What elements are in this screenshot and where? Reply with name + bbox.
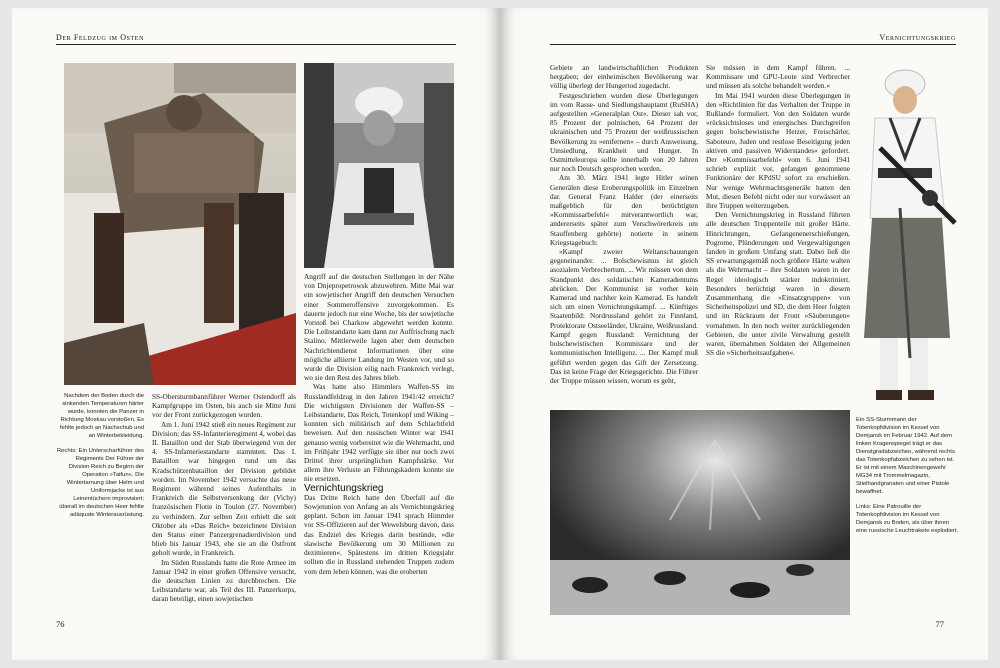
right-col1-para: Gebiete an landwirtschaftlichen Produkten hergaben; der einheimischen Bevölkerung war völlig überlegt der Hungertod zugedacht. bbox=[550, 63, 698, 91]
right-col2-para: Den Vernichtungskrieg in Russland führten alle deutschen Truppenteile mit großer Härte. Hinrichtungen, Gefangenenerschießungen, Pogrome, Plünderungen und Vergewaltigungen fanden in großem Umfang statt. Dabei ließ die SS erwartungsgemäß noch größere Härte walten als die Wehrmacht – ihre Soldaten waren in der Regel ideologisch stärker indoktriniert. Besonders berüchtigt waren in diesem Zusammenhang die »Einsatzgruppen« von Sicherheitspolizei und SD, die dem Heer folgten und im Rückraum der Front »Säuberungen« vornahmen. In den noch weiter zurückliegenden Gebieten, die unter zivile Verwaltung gestellt waren, übernahmen Soldaten der Allgemeinen SS die »Sicherheitsaufgaben«. bbox=[706, 210, 850, 358]
right-col1-para: Festgeschrieben wurden diese Überlegungen im vom Rasse- und Siedlungshauptamt (RuSHA) aufgestellten »Generalplan Ost«. Dieser sah vor, 85 Prozent der polnischen, 64 Prozent der ukrainischen und 75 Prozent der weißrussischen Bevölkerung zu »entfernen« – durch Ausweisung, Umsiedlung, Krankheit und Hunger. In Ostmitteleuropa sollte innerhalb von 20 Jahren nur noch Deutsch gesprochen werden. bbox=[550, 90, 698, 174]
left-page-number: 76 bbox=[56, 619, 65, 629]
section-heading: Vernichtungskrieg bbox=[304, 482, 384, 494]
right-col1-para: Am 30. März 1941 legte Hitler seinen Generälen diese Eroberungspolitik im Einzelnen dar. General Franz Halder (der einerseits maßgeblich für den berüchtigten »Kommissarbefehl« mitverantwortlich war, andererseits später zum Verschwörerkreis um Stauffenberg gehörte) notierte in seinem Kriegstagebuch: bbox=[550, 173, 698, 247]
right-running-head: Vernichtungskrieg bbox=[879, 33, 956, 42]
right-col2-para: Sie müssen in dem Kampf führen. ... Kommissare und GPU-Leute sind Verbrecher und müssen als solche behandelt werden.« bbox=[706, 63, 850, 91]
left-caption-2: Rechts: Ein Unterscharführer des Regiments Der Führer der Division Reich zu Beginn der Operation »Taifun«. Die Wintertarnung über Helm und Uniformjacke ist aus Leinentüchern improvisiert; überall im deutschen Heer fehlte adäquate Winterausrüstung. bbox=[56, 448, 144, 518]
left-col2-para: Angriff auf die deutschen Stellungen in der Nähe von Dnjepropetrowsk abzuwehren. Mitte Mai war ein sowjetischer Angriff den deutschen Versuchen einer Sommeroffensive zuvorgekommen. Es dauerte jedoch nur eine Woche, bis der sowjetische Vorstoß bei Charkow abgewehrt werden konnte. Die Leibstandarte kam dann zur Auffrischung nach Stalino. Mittlerweile lagen aber dem deutschen Nachrichtendienst Informationen über eine mögliche alliierte Landung im Westen vor, und so wurde die Division eilig nach Frankreich verlegt, wo sie den Rest des Jahres blieb. bbox=[304, 272, 454, 383]
tank-in-snow-photo bbox=[64, 63, 296, 385]
patrol-flare-photo bbox=[550, 410, 850, 615]
right-col1-para: »Kampf zweier Weltanschauungen gegeneinander. ... Bolschewismus ist gleich asozialem Verbrechertum. ... Wir müssen von dem Standpunkt des soldatischen Kameradentums abrücken. Der Kommunist ist vorher kein Kamerad und nachher kein Kamerad. Es handelt sich um einen Vernichtungskampf. ... Künftiges Staatenbild: Nordrussland gehört zu Finnland, Protektorate Ostseeländer, Ukraine, Weißrussland. Kampf gegen Russland: Vernichtung der bolschewistischen Kommissare und der kommunistischen Intelligenz. ... Der Kampf muß geführt werden gegen das Gift der Zersetzung. Das ist keine Frage der Kriegsgerichte. Die Führer der Truppe müssen wissen, worum es geht, bbox=[550, 247, 698, 385]
right-col2-para: Im Mai 1941 wurden diese Überlegungen in den »Richtlinien für das Verhalten der Truppe in Rußland« formuliert. Von den Soldaten wurde »rücksichtsloses und energisches Durchgreifen gegen bolschewistische Hetzer, Freischärler, Saboteure, Juden und restlose Beseitigung jeden aktiven und passiven Widerstandes« gefordert. Der »Kommissarbefehl« vom 6. Juni 1941 schrieb explizit vor, gefangen genommene Funktionäre der KPdSU sofort zu erschießen. Nur wenige Wehrmachtsgeneräle hatten den Mut, diesen Befehl nicht oder nur vorwässert an ihre Truppen weiterzugeben. bbox=[706, 90, 850, 211]
right-caption-1: Ein SS-Sturmmann der Totenkopfdivision im Kessel von Demjansk im Februar 1942. Auf dem linken Kragenspiegel trägt er das Dienstgradabzeichen, während rechts das Totenkopfabzeichen zu sehen ist. Er ist mit einem Maschinengewehr MG34 mit Trommelmagazin, Stielhandgranaten und einer Pistole bewaffnet. bbox=[856, 417, 955, 495]
left-page bbox=[12, 8, 500, 660]
left-head-rule bbox=[56, 44, 456, 45]
left-col1-para: Im Süden Russlands hatte die Rote Armee im Januar 1942 in einer großen Offensive versucht, die deutschen Linien zu durchbrechen. Die Leibstandarte war, als Teil des III. Panzerkorps, daran beteiligt, einen sowjetischen bbox=[152, 557, 296, 604]
left-col2-para: Was hatte also Himmlers Waffen-SS im Russlandfeldzug in den Jahren 1941/42 erreicht? Die wichtigsten Divisionen der Waffen-SS – Leibstandarte, Das Reich, Totenkopf und Wiking – konnten sich militärisch auf dem Schlachtfeld beweisen. Auf den russischen Winter war 1941 genauso wenig vorbereitet wie die Wehrmacht, und im Frühjahr 1942 verfügte sie über nur noch zwei Drittel ihrer ursprünglichen Kampfstärke. Vor allem ihre Verluste an Führungskadern konnte sie nie ersetzen. bbox=[304, 382, 454, 484]
left-text-column-2 bbox=[304, 272, 454, 576]
right-page bbox=[500, 8, 988, 660]
soldier-illustration bbox=[850, 58, 960, 408]
right-caption-2: Links: Eine Patrouille der Totenkopfdivision im Kessel von Demjansk zu Boden, als über ihnen eine russische Leuchtrakete explodiert. bbox=[856, 504, 959, 534]
right-captions bbox=[856, 416, 960, 542]
left-running-head: Der Feldzug im Osten bbox=[56, 33, 144, 42]
right-page-number: 77 bbox=[935, 619, 944, 629]
left-caption-1: Nachdem der Boden durch die sinkenden Temperaturen härter wurde, konnten die Panzer in Richtung Moskau vorstoßen. Es fehlte jedoch an Nachschub und an Winterbekleidung. bbox=[59, 393, 144, 439]
right-text-column-1 bbox=[550, 63, 698, 385]
soldier-portrait-photo bbox=[304, 63, 454, 268]
left-col1-para: SS-Obersturmbannführer Werner Ostendorff als Kampfgruppe im Osten, bis auch sie Mitte Juni vor der Front zurückgezogen wurden. bbox=[152, 392, 296, 420]
book-spread bbox=[12, 8, 988, 660]
right-text-column-2 bbox=[706, 63, 850, 358]
left-captions bbox=[56, 392, 144, 526]
right-head-rule bbox=[550, 44, 956, 45]
left-col1-para: Am 1. Juni 1942 stieß ein neues Regiment zur Division; das SS-Infanterieregiment 4, wobei das II. Bataillon und der Stab überwiegend von der 4. SS-Infanteriestandarte stammten. Das I. Bataillon war hingegen rund um das Kradschützenbataillon der Division gebildet worden. Im November 1942 versuchte das neue Regiment während seines Aufenthalts in Frankreich die Selbstversenkung der (Vichy) französischen Flotte in Toulon (27. November) zu verhindern. Zur selben Zeit erhielt die seit Oktober als »Das Reich« bezeichnete Division den Status einer Panzergrenadierdivision und blieb bis Januar 1943, ehe sie an die Ostfront geholt wurde, in Frankreich. bbox=[152, 419, 296, 558]
left-col2-para: Das Dritte Reich hatte den Überfall auf die Sowjetunion von Anfang an als Vernichtungskrieg geplant. Schon im Januar 1941 sprach Himmler vor SS-Offizieren auf der Wewelsburg davon, dass das Endziel des Krieges darin bestünde, »die slawische Bevölkerung um 30 Millionen zu dezimieren«. Spätestens im dritten Kriegsjahr sollten die in Russland stehenden Truppen zudem vom dem leben können, was die eroberten bbox=[304, 492, 454, 576]
left-text-column-1 bbox=[152, 392, 296, 604]
